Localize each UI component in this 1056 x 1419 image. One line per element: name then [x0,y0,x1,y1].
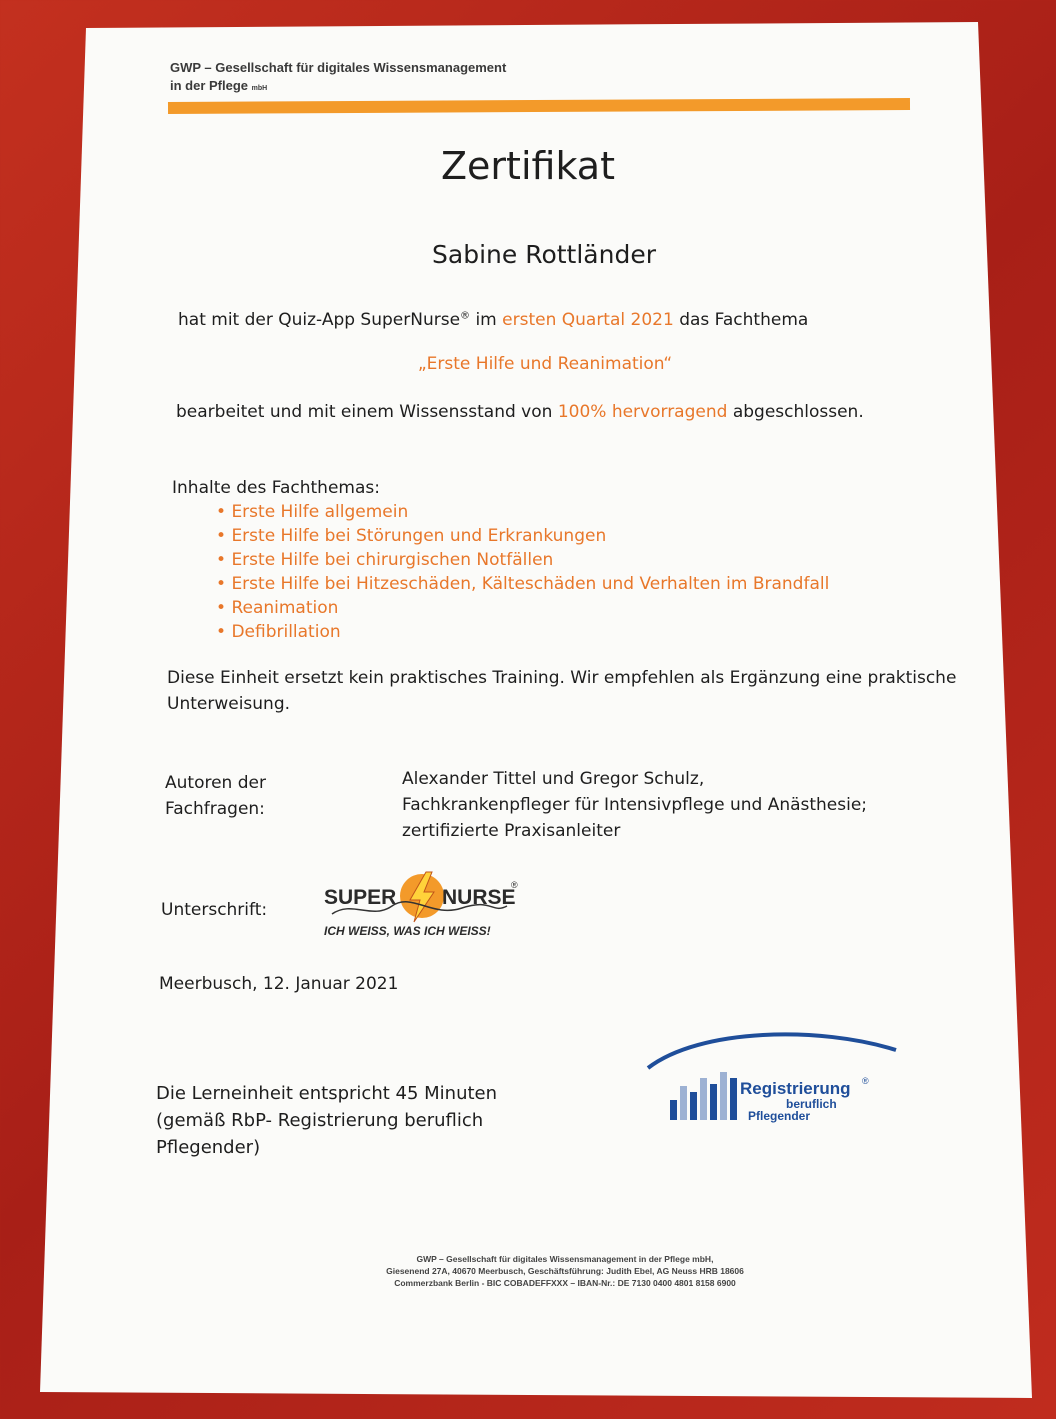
training-note: Diese Einheit ersetzt kein praktisches Training. Wir empfehlen als Ergänzung eine praktische Unterweisung. [167,668,957,714]
list-item: • Defibrillation [216,620,829,644]
logo-reg: ® [511,880,518,890]
list-item: • Erste Hilfe bei Störungen und Erkrankungen [216,524,829,548]
contents-label: Inhalte des Fachthemas: [172,478,380,498]
contents-list [216,500,829,644]
list-item: • Erste Hilfe allgemein [216,500,829,524]
logo-word-nurse: NURSE [442,886,516,909]
supernurse-logo [322,870,522,942]
list-item: • Erste Hilfe bei Hitzeschäden, Kälteschäden und Verhalten im Brandfall [216,572,829,596]
topic: „Erste Hilfe und Reanimation“ [417,354,673,374]
logo-tagline: ICH WEISS, WAS ICH WEISS! [324,924,491,938]
page-title: Zertifikat [441,144,615,188]
logo-word-super: SUPER [324,886,397,909]
rbp-bars-icon [670,1072,737,1120]
result: 100% hervorragend [557,402,728,422]
period: ersten Quartal 2021 [502,310,674,330]
rbp-word3: Pflegender [748,1109,811,1123]
statement-line1: hat mit der Quiz-App SuperNurse® im ersten Quartal 2021 das Fachthema [178,310,809,330]
list-item: • Erste Hilfe bei chirurgischen Notfällen [216,548,829,572]
list-item: • Reanimation [216,596,829,620]
recipient-name: Sabine Rottländer [432,240,656,269]
header-company: GWP – Gesellschaft für digitales Wissensmanagement [170,60,507,75]
statement-line3: bearbeitet und mit einem Wissensstand von 100% hervorragend abgeschlossen. [176,402,864,422]
signature-label: Unterschrift: [161,900,268,920]
authors-label: Autoren der Fachfragen: [165,773,266,819]
rbp-reg: ® [862,1076,869,1086]
place-date: Meerbusch, 12. Januar 2021 [159,974,399,994]
header-company-line2: in der Pflege mbH [170,78,268,93]
rbp-word1: Registrierung [740,1079,851,1098]
rbp-word2: beruflich [786,1097,837,1111]
footer-imprint: GWP – Gesellschaft für digitales Wissensmanagement in der Pflege mbH, Giesenend 27A, 40670 Meerbusch, Geschäftsführung: Judith Ebel, AG Neuss HRB 18606 Commerzbank Berlin - BIC COBADEFFXXX – IBAN-Nr.: DE 7130 0400 4801 8158 6900 [386,1254,744,1288]
learning-unit-note: Die Lerneinheit entspricht 45 Minuten (gemäß RbP- Registrierung beruflich Pflegender) [156,1083,498,1158]
authors-value: Alexander Tittel und Gregor Schulz, Fachkrankenpfleger für Intensivpflege und Anästhesie; zertifizierte Praxisanleiter [402,769,868,841]
rbp-logo [640,1028,900,1128]
rbp-arc [648,1034,896,1068]
